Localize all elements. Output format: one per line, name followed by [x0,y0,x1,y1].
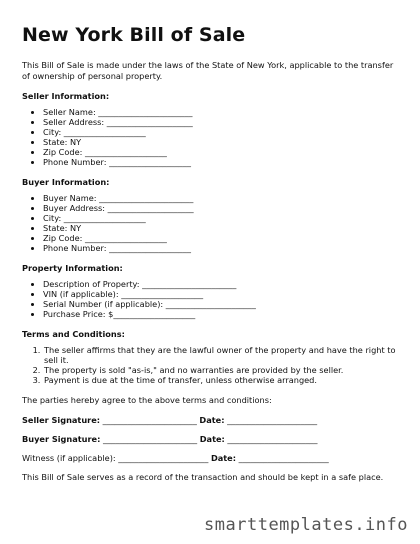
closing-paragraph: This Bill of Sale serves as a record of the transaction and should be kept in a safe place. [22,472,384,482]
seller-signature-row [22,415,402,425]
buyer-signature-row [22,434,402,444]
seller-zip-field: • Zip Code: ____________________ [43,147,402,157]
seller-signature-label: Seller Signature: [22,415,101,425]
buyer-name-field: • Buyer Name: _______________________ [43,193,402,203]
seller-heading: Seller Information: [22,91,110,101]
buyer-signature-line: _______________________ [100,434,200,444]
witness-signature-row [22,453,402,463]
property-serial-field: • Serial Number (if applicable): ______________________ [43,299,402,309]
property-list [22,279,402,319]
buyer-phone-field: • Phone Number: ____________________ [43,243,402,253]
buyer-state-field: • State: NY [43,223,402,233]
term-item: 2. The property is sold "as-is," and no warranties are provided by the seller. [43,365,402,375]
document-page [22,24,402,492]
witness-date-line: ______________________ [236,453,329,463]
seller-address-field: • Seller Address: _____________________ [43,117,402,127]
terms-list [22,345,402,385]
seller-phone-field: • Phone Number: ____________________ [43,157,402,167]
seller-name-field: • Seller Name: _______________________ [43,107,402,117]
term-item: 1. The seller affirms that they are the lawful owner of the property and have the right to sell it. [43,345,402,365]
seller-state-field: • State: NY [43,137,402,147]
witness-signature-label: Witness (if applicable): ______________________ [22,453,209,463]
buyer-date-line: ______________________ [224,434,318,444]
buyer-date-label: Date: [199,434,225,444]
seller-list [22,107,402,167]
watermark-text: smarttemplates.info [204,515,408,535]
seller-date-line: ______________________ [224,415,318,425]
agreement-text: The parties hereby agree to the above terms and conditions: [22,395,272,405]
document-title: New York Bill of Sale [22,24,246,46]
property-vin-field: • VIN (if applicable): ____________________ [43,289,402,299]
seller-city-field: • City: ____________________ [43,127,402,137]
property-heading: Property Information: [22,263,123,273]
property-description-field: • Description of Property: _______________________ [43,279,402,289]
buyer-zip-field: • Zip Code: ____________________ [43,233,402,243]
seller-date-label: Date: [199,415,225,425]
term-item: 3. Payment is due at the time of transfer, unless otherwise arranged. [43,375,402,385]
intro-paragraph: This Bill of Sale is made under the laws of the State of New York, applicable to the transfer of ownership of personal property. [22,60,394,81]
buyer-list [22,193,402,253]
buyer-city-field: • City: ____________________ [43,213,402,223]
seller-signature-line: _______________________ [100,415,200,425]
buyer-heading: Buyer Information: [22,177,110,187]
buyer-signature-label: Buyer Signature: [22,434,101,444]
witness-date-label: Date: [210,453,236,463]
buyer-address-field: • Buyer Address: _____________________ [43,203,402,213]
property-price-field: • Purchase Price: $____________________ [43,309,402,319]
terms-heading: Terms and Conditions: [22,329,125,339]
